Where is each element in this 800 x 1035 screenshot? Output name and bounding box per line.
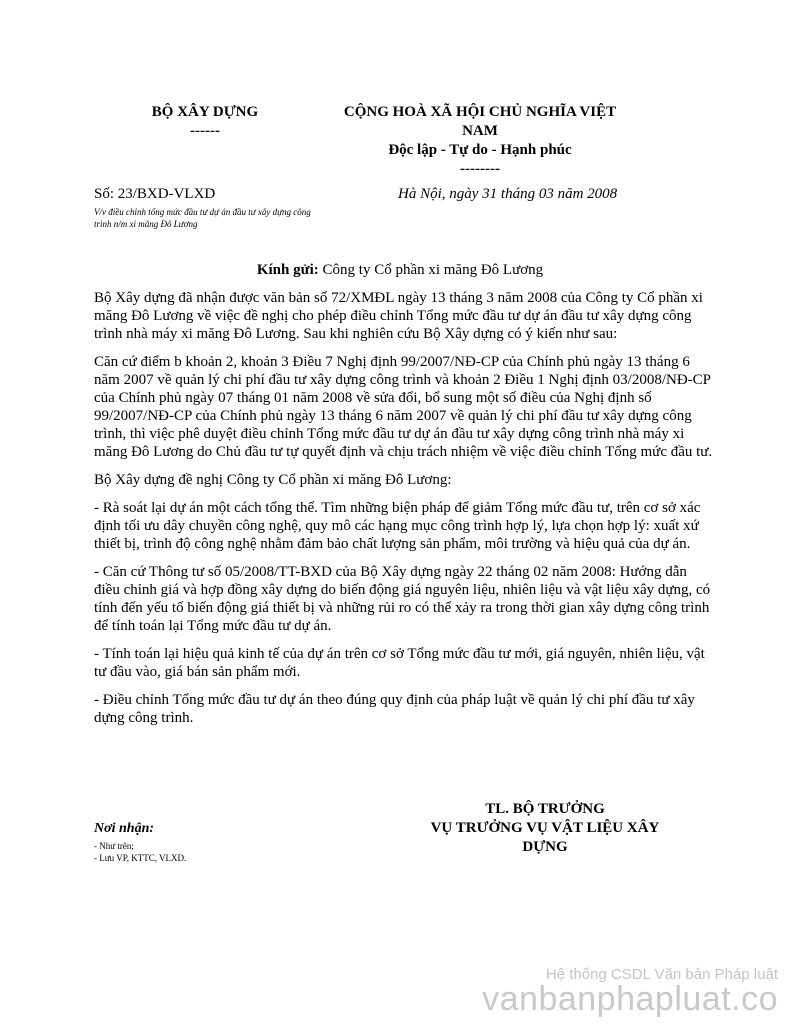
agency-header [120,103,290,141]
agency-rule: ------ [190,123,220,139]
country-name-line2: NAM [462,123,498,139]
body-paragraph: - Căn cứ Thông tư số 05/2008/TT-BXD của Bộ Xây dựng ngày 22 tháng 02 năm 2008: Hướng dẫn điều chỉnh giá và hợp đồng xây dựng do biến động giá nguyên liệu, nhiên liệu và vật liệu xây dựng, có tính đến yếu tố biến động giá thiết bị và những rủi ro có thể xảy ra trong thời gian xây dựng công trình để tính toán lại Tổng mức đầu tư dự án. [94,564,711,634]
recipients-item: - Lưu VP, KTTC, VLXD. [94,853,187,863]
watermark-site: vanbanphapluat.co [482,980,778,1018]
document-number: Số: 23/BXD-VLXD [94,186,216,202]
signature-line2: VỤ TRƯỞNG VỤ VẬT LIỆU XÂY [430,820,660,836]
signature-line1: TL. BỘ TRƯỞNG [485,801,605,817]
recipient-label: Kính gửi: [256,262,319,278]
body-paragraph: Bộ Xây dựng đề nghị Công ty Cổ phần xi măng Đô Lương: [94,472,452,488]
signature-block [380,800,710,857]
watermark-caption: Hệ thống CSDL Văn bản Pháp luật [545,966,778,983]
body-paragraph: - Rà soát lại dự án một cách tổng thể. Tìm những biện pháp để giảm Tổng mức đầu tư, trên cơ sở xác định tối ưu dây chuyền công nghệ, quy mô các hạng mục công trình hợp lý, lựa chọn hợp lý: xuất xứ thiết bị, trình độ công nghệ nhằm đảm bảo chất lượng sản phẩm, môi trường và hiệu quả của dự án. [94,500,701,552]
body-paragraph: - Điều chỉnh Tổng mức đầu tư dự án theo đúng quy định của pháp luật về quản lý chi phí đầu tư xây dựng công trình. [94,692,695,726]
country-name-line1: CỘNG HOÀ XÃ HỘI CHỦ NGHĨA VIỆT [343,104,617,120]
national-motto: Độc lập - Tự do - Hạnh phúc [388,142,572,158]
document-body [94,289,714,737]
motto-rule: -------- [460,161,500,177]
national-header [330,103,630,179]
recipients-title: Nơi nhận: [94,821,155,836]
body-paragraph: - Tính toán lại hiệu quả kinh tế của dự án trên cơ sở Tổng mức đầu tư mới, giá nguyên, nhiên liệu, vật tư đầu vào, giá bán sản phẩm mới. [94,646,705,680]
recipients-item: - Như trên; [94,841,134,851]
signature-line3: DỰNG [522,839,568,855]
recipient-name: Công ty Cổ phần xi măng Đô Lương [322,262,544,278]
body-paragraph: Căn cứ điểm b khoản 2, khoản 3 Điều 7 Nghị định 99/2007/NĐ-CP của Chính phủ ngày 13 tháng 6 năm 2007 về quản lý chi phí đầu tư xây dựng công trình và khoản 2 Điều 1 Nghị định 03/2008/NĐ-CP của Chính phủ ngày 07 tháng 01 năm 2008 về sửa đổi, bổ sung một số điều của Nghị định số 99/2007/NĐ-CP của Chính phủ ngày 13 tháng 6 năm 2007 về quản lý chi phí đầu tư xây dựng công trình, thì việc phê duyệt điều chỉnh Tổng mức đầu tư dự án đầu tư xây dựng công trình nhà máy xi măng Đô Lương do Chủ đầu tư tự quyết định và chịu trách nhiệm về việc điều chỉnh Tổng mức đầu tư. [94,354,713,460]
recipients-list [94,840,186,864]
recipient-line [0,262,800,279]
body-paragraph: Bộ Xây dựng đã nhận được văn bản số 72/XMĐL ngày 13 tháng 3 năm 2008 của Công ty Cổ phần xi măng Đô Lương về việc đề nghị cho phép điều chỉnh Tổng mức đầu tư dự án đầu tư xây dựng công trình nhà máy xi măng Đô Lương. Sau khi nghiên cứu Bộ Xây dựng có ý kiến như sau: [94,290,703,342]
place-and-date: Hà Nội, ngày 31 tháng 03 năm 2008 [398,186,618,202]
document-subject: V/v điều chỉnh tổng mức đầu tư dự án đầu tư xây dựng công trình n/m xi măng Đô Lương [94,207,311,229]
agency-name: BỘ XÂY DỰNG [151,104,259,120]
